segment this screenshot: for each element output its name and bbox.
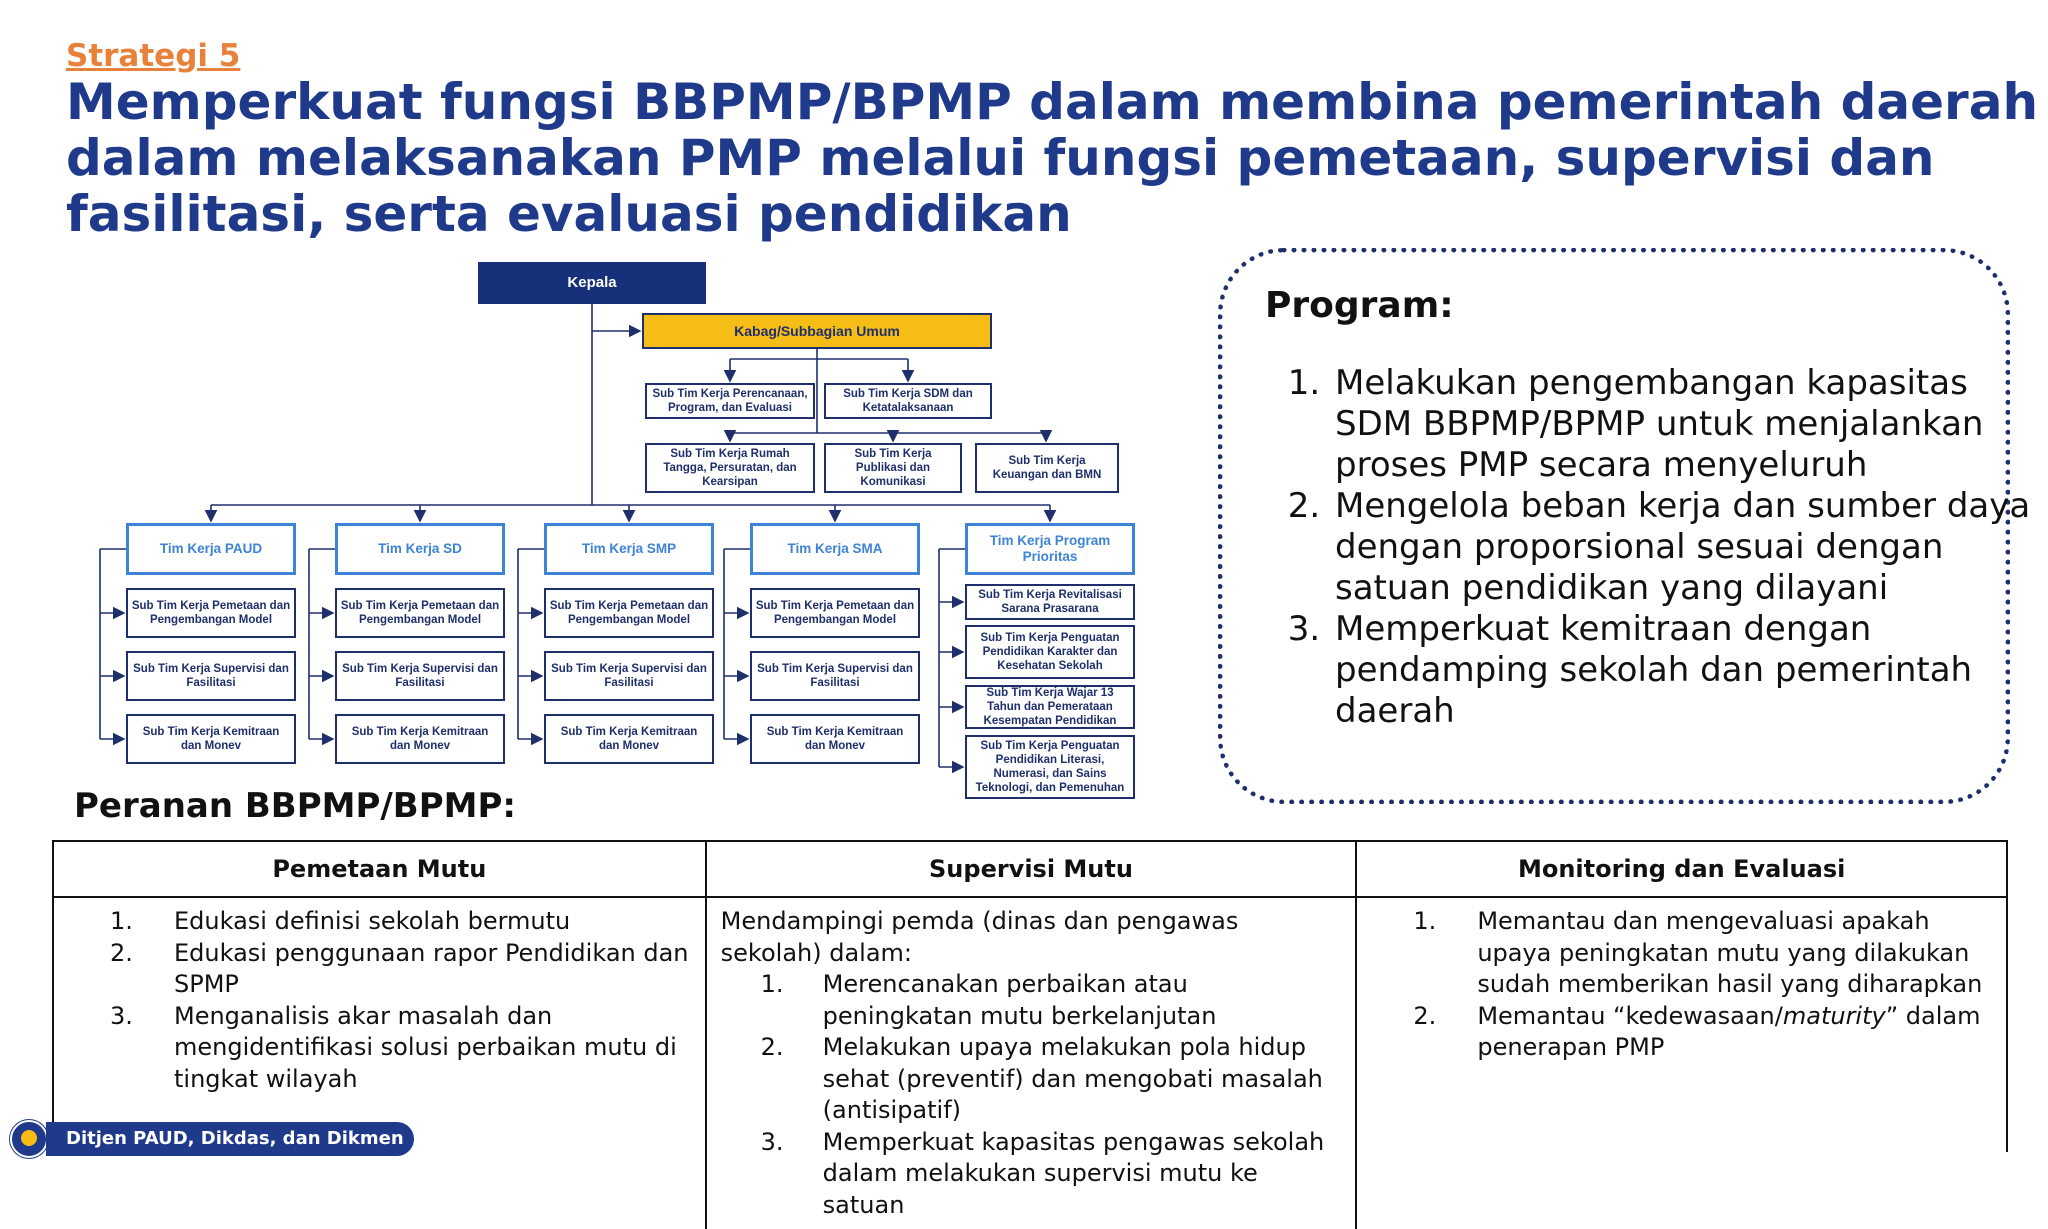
list-item	[68, 906, 691, 938]
title-line: fasilitasi, serta evaluasi pendidikan	[66, 185, 1072, 243]
org-sub-umum: Sub Tim Kerja Keuangan dan BMN	[975, 443, 1119, 493]
org-sub-team: Sub Tim Kerja Supervisi dan Fasilitasi	[750, 651, 920, 701]
list-item	[721, 1127, 1342, 1222]
org-sub-team: Sub Tim Kerja Penguatan Pendidikan Literasi, Numerasi, dan Sains Teknologi, dan Pemenuhan	[965, 735, 1135, 799]
list-text: Menganalisis akar masalah dan mengidentifikasi solusi perbaikan mutu di tingkat wilayah	[174, 1001, 677, 1093]
list-item	[1371, 1001, 1992, 1064]
list-number: 3.	[760, 1127, 784, 1156]
ministry-logo-icon	[10, 1120, 48, 1158]
column-header: Supervisi Mutu	[705, 842, 1356, 898]
list-text: Merencanakan perbaikan atau peningkatan mutu berkelanjutan	[822, 970, 1217, 1030]
org-sub-team: Sub Tim Kerja Wajar 13 Tahun dan Pemerataan Kesempatan Pendidikan	[965, 685, 1135, 729]
peranan-table	[52, 840, 2008, 1219]
monev-cell	[1355, 898, 2006, 1229]
org-sub-team: Sub Tim Kerja Kemitraan dan Monev	[544, 714, 714, 764]
supervisi-cell	[705, 898, 1356, 1229]
list-text: Edukasi definisi sekolah bermutu	[174, 907, 571, 935]
org-sub-team: Sub Tim Kerja Supervisi dan Fasilitasi	[126, 651, 296, 701]
title-line: dalam melaksanakan PMP melalui fungsi pemetaan, supervisi dan	[66, 129, 1935, 187]
org-kabag: Kabag/Subbagian Umum	[642, 313, 992, 349]
org-team-smp: Tim Kerja SMP	[544, 523, 714, 575]
org-sub-umum: Sub Tim Kerja Perencanaan, Program, dan Evaluasi	[645, 383, 815, 419]
list-item	[721, 969, 1342, 1032]
org-sub-umum: Sub Tim Kerja SDM dan Ketatalaksanaan	[824, 383, 992, 419]
list-number: 1.	[1413, 907, 1437, 935]
list-text-after: ” dalam penerapan PMP	[1477, 1001, 1981, 1061]
org-team-sma: Tim Kerja SMA	[750, 523, 920, 575]
list-number: 2.	[760, 1033, 784, 1061]
pemetaan-cell	[54, 898, 705, 1229]
org-sub-team: Sub Tim Kerja Kemitraan dan Monev	[750, 714, 920, 764]
list-number: 3.	[110, 1001, 133, 1030]
org-sub-team: Sub Tim Kerja Revitalisasi Sarana Prasarana	[965, 584, 1135, 620]
page-title	[66, 73, 2039, 243]
org-sub-team: Sub Tim Kerja Supervisi dan Fasilitasi	[544, 651, 714, 701]
list-item	[1371, 906, 1992, 1001]
strategy-kicker: Strategi 5	[66, 38, 241, 74]
org-team-paud: Tim Kerja PAUD	[126, 523, 296, 575]
program-item: 1. Melakukan pengembangan kapasitas SDM BBPMP/BPMP untuk menjalankan proses PMP secara menyeluruh	[1331, 363, 2031, 486]
list-text-italic: maturity	[1782, 1001, 1886, 1030]
org-team-sd: Tim Kerja SD	[335, 523, 505, 575]
peranan-title: Peranan BBPMP/BPMP:	[74, 786, 516, 826]
program-item: 2. Mengelola beban kerja dan sumber daya dengan proporsional sesuai dengan satuan pendidikan yang dilayani	[1331, 486, 2031, 609]
footer-org-name: Ditjen PAUD, Dikdas, dan Dikmen	[46, 1122, 414, 1156]
list-text: Edukasi penggunaan rapor Pendidikan dan SPMP	[174, 938, 689, 998]
program-list	[1273, 363, 2031, 732]
org-chart	[90, 255, 1140, 805]
list-item	[68, 938, 691, 1001]
org-sub-team: Sub Tim Kerja Supervisi dan Fasilitasi	[335, 651, 505, 701]
column-header: Monitoring dan Evaluasi	[1355, 842, 2006, 898]
org-sub-team: Sub Tim Kerja Kemitraan dan Monev	[335, 714, 505, 764]
org-sub-team: Sub Tim Kerja Kemitraan dan Monev	[126, 714, 296, 764]
org-sub-team: Sub Tim Kerja Pemetaan dan Pengembangan Model	[544, 588, 714, 638]
org-team-prioritas: Tim Kerja Program Prioritas	[965, 523, 1135, 575]
org-sub-umum: Sub Tim Kerja Publikasi dan Komunikasi	[824, 443, 962, 493]
list-number: 1.	[760, 970, 784, 998]
program-box	[1218, 248, 2031, 804]
org-sub-team: Sub Tim Kerja Penguatan Pendidikan Karakter dan Kesehatan Sekolah	[965, 625, 1135, 679]
list-item	[721, 1032, 1342, 1127]
program-item: 3. Memperkuat kemitraan dengan pendamping sekolah dan pemerintah daerah	[1331, 609, 2031, 732]
list-text: Memperkuat kapasitas pengawas sekolah dalam melakukan supervisi mutu ke satuan	[822, 1127, 1325, 1219]
org-sub-team: Sub Tim Kerja Pemetaan dan Pengembangan Model	[126, 588, 296, 638]
supervisi-intro: Mendampingi pemda (dinas dan pengawas sekolah) dalam:	[720, 907, 1239, 967]
org-sub-umum: Sub Tim Kerja Rumah Tangga, Persuratan, dan Kearsipan	[645, 443, 815, 493]
column-header: Pemetaan Mutu	[54, 842, 705, 898]
list-number: 1.	[110, 907, 133, 935]
org-sub-team: Sub Tim Kerja Pemetaan dan Pengembangan Model	[335, 588, 505, 638]
list-number: 2.	[1413, 1001, 1437, 1030]
list-text: Memantau dan mengevaluasi apakah upaya peningkatan mutu yang dilakukan sudah memberikan hasil yang diharapkan	[1477, 907, 1983, 998]
list-number: 2.	[110, 938, 133, 967]
program-title: Program:	[1265, 285, 1454, 326]
list-text-before: Memantau “kedewasaan/	[1477, 1001, 1783, 1030]
org-sub-team: Sub Tim Kerja Pemetaan dan Pengembangan Model	[750, 588, 920, 638]
org-kepala: Kepala	[478, 262, 706, 304]
list-text: Melakukan upaya melakukan pola hidup sehat (preventif) dan mengobati masalah (antisipatif)	[822, 1033, 1323, 1124]
title-line: Memperkuat fungsi BBPMP/BPMP dalam membina pemerintah daerah	[66, 73, 2039, 131]
list-item	[68, 1001, 691, 1096]
